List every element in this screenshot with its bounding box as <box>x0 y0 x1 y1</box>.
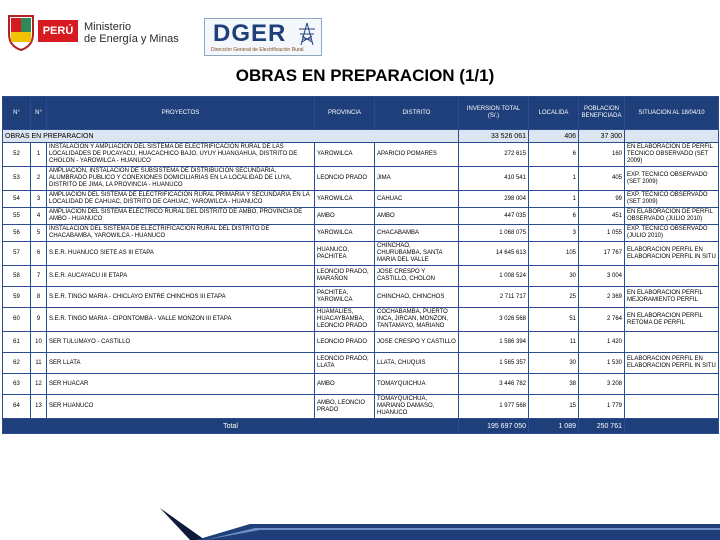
row-number: 52 <box>3 143 31 167</box>
row-proyecto: SER HUACAR <box>47 374 315 395</box>
section-localidad: 406 <box>529 130 579 143</box>
row-situacion <box>625 332 719 353</box>
row-situacion: ELABORACION PERFIL EN ELABORACION PERFIL IN SITU <box>625 353 719 374</box>
section-inversion: 33 526 061 <box>459 130 529 143</box>
projects-table <box>2 96 719 434</box>
row-situacion <box>625 395 719 419</box>
row-proyecto: SER TULUMAYO - CASTILLO <box>47 332 315 353</box>
row-localidad: 51 <box>529 308 579 332</box>
row-inversion: 3 026 568 <box>459 308 529 332</box>
column-header: PROYECTOS <box>47 97 315 130</box>
row-localidad: 3 <box>529 225 579 242</box>
dger-logo <box>204 18 322 56</box>
row-inversion: 14 645 613 <box>459 242 529 266</box>
row-situacion: EN ELABORACION PERFIL RETOMA DE PERFIL <box>625 308 719 332</box>
row-localidad: 15 <box>529 395 579 419</box>
row-proyecto: INSTALACION Y AMPLIACION DEL SISTEMA DE ELECTRIFICACION RURAL DE LAS LOCALIDADES DE PUCAYACU, HUACACHICO BAJO, UYUY HUANGAHUA, DISTRITO DE CHOLON - YAROWILCA - HUANUCO <box>47 143 315 167</box>
row-localidad: 1 <box>529 167 579 191</box>
row-index: 6 <box>31 242 47 266</box>
row-proyecto: S.E.R. HUANUCO SIETE AS III ETAPA <box>47 242 315 266</box>
row-poblacion: 405 <box>579 167 625 191</box>
total-localidad: 1 089 <box>529 419 579 434</box>
table-row <box>3 242 719 266</box>
row-number: 54 <box>3 191 31 208</box>
row-situacion: EN ELABORACION PERFIL MEJORAMIENTO PERFIL <box>625 287 719 308</box>
row-situacion: EXP. TECNICO OBSERVADO (SET 2009) <box>625 191 719 208</box>
row-localidad: 30 <box>529 353 579 374</box>
ministry-line-2: de Energía y Minas <box>84 33 179 45</box>
column-header: PROVINCIA <box>315 97 375 130</box>
total-situacion <box>625 419 719 434</box>
row-index: 5 <box>31 225 47 242</box>
row-index: 10 <box>31 332 47 353</box>
row-distrito: LLATA, CHUQUIS <box>375 353 459 374</box>
column-header: INVERSION TOTAL (S/.) <box>459 97 529 130</box>
row-distrito: JOSE CRESPO Y CASTILLO, CHOLON <box>375 266 459 287</box>
row-distrito: TOMAYQUICHUA <box>375 374 459 395</box>
row-situacion <box>625 266 719 287</box>
row-number: 53 <box>3 167 31 191</box>
row-poblacion: 1 055 <box>579 225 625 242</box>
row-provincia: YAROWILCA <box>315 143 375 167</box>
total-inversion: 195 697 050 <box>459 419 529 434</box>
row-localidad: 25 <box>529 287 579 308</box>
row-proyecto: AMPLIACION DEL SISTEMA ELECTRICO RURAL DEL DISTRITO DE AMBO, PROVINCIA DE AMBO - HUANUCO <box>47 208 315 225</box>
row-situacion: EN ELABORACION DE PERFIL TECNICO OBSERVADO (SET 2009) <box>625 143 719 167</box>
page-title: OBRAS EN PREPARACION (1/1) <box>235 66 495 85</box>
row-index: 11 <box>31 353 47 374</box>
table-row <box>3 353 719 374</box>
dger-title: DGER <box>213 20 287 47</box>
row-inversion: 410 541 <box>459 167 529 191</box>
row-poblacion: 2 369 <box>579 287 625 308</box>
row-inversion: 2 711 717 <box>459 287 529 308</box>
column-header: N° <box>31 97 47 130</box>
row-poblacion: 1 779 <box>579 395 625 419</box>
column-header: SITUACION AL 18/04/10 <box>625 97 719 130</box>
row-distrito: CHINCHAO, CHURUBAMBA, SANTA MARIA DEL VALLE <box>375 242 459 266</box>
row-proyecto: INSTALACION DEL SISTEMA DE ELECTRIFICACION RURAL DEL DISTRITO DE CHACABAMBA, YAROWILCA - HUANUCO <box>47 225 315 242</box>
section-label: OBRAS EN PREPARACION <box>3 130 459 143</box>
row-proyecto: S.E.R. AUCAYACU III ETAPA <box>47 266 315 287</box>
row-proyecto: AMPLIACION DEL SISTEMA DE ELECTRIFICACION RURAL PRIMARIA Y SECUNDARIA EN LA LOCALIDAD DE CAHUAC, DISTRITO DE CAHUAC, YAROWILCA - HUANUCO <box>47 191 315 208</box>
row-index: 8 <box>31 287 47 308</box>
row-situacion: ELABORACION PERFIL EN ELABORACION PERFIL IN SITU <box>625 242 719 266</box>
table-row <box>3 332 719 353</box>
row-number: 61 <box>3 332 31 353</box>
row-provincia: LEONCIO PRADO <box>315 332 375 353</box>
row-situacion: EN ELABORACION DE PERFIL OBSERVADO (JULIO 2010) <box>625 208 719 225</box>
row-inversion: 298 004 <box>459 191 529 208</box>
row-poblacion: 160 <box>579 143 625 167</box>
row-provincia: LEONCIO PRADO <box>315 167 375 191</box>
table-row <box>3 191 719 208</box>
row-localidad: 6 <box>529 143 579 167</box>
table-row <box>3 225 719 242</box>
row-provincia: HUAMALIES, HUACAYBAMBA, LEONCIO PRADO <box>315 308 375 332</box>
row-distrito: CAHUAC <box>375 191 459 208</box>
row-inversion: 1 008 524 <box>459 266 529 287</box>
row-situacion: EXP. TECNICO OBSERVADO (JULIO 2010) <box>625 225 719 242</box>
row-distrito: APARICIO POMARES <box>375 143 459 167</box>
total-poblacion: 250 761 <box>579 419 625 434</box>
row-inversion: 272 615 <box>459 143 529 167</box>
table-row <box>3 308 719 332</box>
row-number: 60 <box>3 308 31 332</box>
row-provincia: PACHITEA, YAROWILCA <box>315 287 375 308</box>
row-proyecto: SER HUANUCO <box>47 395 315 419</box>
section-row <box>3 130 719 143</box>
table-row <box>3 167 719 191</box>
row-number: 63 <box>3 374 31 395</box>
table-row <box>3 208 719 225</box>
column-header: POBLACION BENEFICIADA <box>579 97 625 130</box>
table-header-row <box>3 97 719 130</box>
row-provincia: YAROWILCA <box>315 225 375 242</box>
column-header: N° <box>3 97 31 130</box>
row-distrito: COCHABAMBA, PUERTO INCA, JIRCAN, MONZON, TANTAMAYO, MARIANO <box>375 308 459 332</box>
table-row <box>3 266 719 287</box>
row-distrito: AMBO <box>375 208 459 225</box>
row-distrito: TOMAYQUICHUA, MARIANO DAMASO, HUANUCO <box>375 395 459 419</box>
table-row <box>3 374 719 395</box>
row-provincia: LEONCIO PRADO, LLATA <box>315 353 375 374</box>
row-poblacion: 3 004 <box>579 266 625 287</box>
row-number: 55 <box>3 208 31 225</box>
row-proyecto: AMPLIACION, INSTALACION DE SUBSISTEMA DE DISTRIBUCION SECUNDARIA, ALUMBRADO PUBLICO Y CONEXIONES DOMICILIARIAS EN LA LOCALIDAD DE LUYA, DISTRITO DE JIMA, LA PROVINCIA - HUANUCO <box>47 167 315 191</box>
row-poblacion: 1 530 <box>579 353 625 374</box>
coat-of-arms-icon <box>6 12 36 52</box>
table-row <box>3 395 719 419</box>
row-provincia: LEONCIO PRADO, MARAÑON <box>315 266 375 287</box>
row-localidad: 6 <box>529 208 579 225</box>
row-provincia: YAROWILCA <box>315 191 375 208</box>
row-number: 64 <box>3 395 31 419</box>
row-number: 59 <box>3 287 31 308</box>
row-index: 9 <box>31 308 47 332</box>
ministry-name <box>84 21 179 45</box>
row-index: 4 <box>31 208 47 225</box>
row-inversion: 1 977 568 <box>459 395 529 419</box>
row-index: 7 <box>31 266 47 287</box>
peru-label: PERÚ <box>38 20 78 42</box>
row-localidad: 30 <box>529 266 579 287</box>
row-index: 3 <box>31 191 47 208</box>
footer-decoration <box>0 504 720 540</box>
row-number: 62 <box>3 353 31 374</box>
row-localidad: 105 <box>529 242 579 266</box>
row-inversion: 1 068 075 <box>459 225 529 242</box>
row-inversion: 3 446 782 <box>459 374 529 395</box>
row-provincia: AMBO <box>315 208 375 225</box>
row-index: 13 <box>31 395 47 419</box>
row-poblacion: 17 767 <box>579 242 625 266</box>
power-tower-icon <box>297 22 317 46</box>
row-distrito: JIMA <box>375 167 459 191</box>
row-localidad: 11 <box>529 332 579 353</box>
row-distrito: CHINCHAO, CHINCHOS <box>375 287 459 308</box>
row-distrito: JOSE CRESPO Y CASTILLO <box>375 332 459 353</box>
row-provincia: AMBO, LEONCIO PRADO <box>315 395 375 419</box>
row-proyecto: S.E.R. TINGO MARIA - CHICLAYO ENTRE CHINCHOS III ETAPA <box>47 287 315 308</box>
header <box>0 8 720 54</box>
row-proyecto: SER LLATA <box>47 353 315 374</box>
table-row <box>3 287 719 308</box>
row-poblacion: 451 <box>579 208 625 225</box>
row-inversion: 1 586 394 <box>459 332 529 353</box>
column-header: LOCALIDA <box>529 97 579 130</box>
row-situacion <box>625 374 719 395</box>
table-row <box>3 143 719 167</box>
section-poblacion: 37 300 <box>579 130 625 143</box>
row-poblacion: 99 <box>579 191 625 208</box>
row-inversion: 447 035 <box>459 208 529 225</box>
column-header: DISTRITO <box>375 97 459 130</box>
row-poblacion: 3 208 <box>579 374 625 395</box>
dger-subtitle: Dirección General de Electrificación Rural <box>211 47 304 53</box>
row-provincia: HUANUCO, PACHITEA <box>315 242 375 266</box>
row-number: 56 <box>3 225 31 242</box>
ministry-line-1: Ministerio <box>84 21 132 33</box>
row-poblacion: 2 764 <box>579 308 625 332</box>
row-poblacion: 1 420 <box>579 332 625 353</box>
total-row <box>3 419 719 434</box>
section-situacion <box>625 130 719 143</box>
row-number: 58 <box>3 266 31 287</box>
row-localidad: 38 <box>529 374 579 395</box>
total-label: Total <box>3 419 459 434</box>
row-proyecto: S.E.R. TINGO MARIA - CIPONTOMBA - VALLE MONZON III ETAPA <box>47 308 315 332</box>
row-situacion: EXP. TECNICO OBSERVADO (SET 2009) <box>625 167 719 191</box>
row-number: 57 <box>3 242 31 266</box>
row-index: 12 <box>31 374 47 395</box>
row-localidad: 1 <box>529 191 579 208</box>
row-inversion: 1 565 357 <box>459 353 529 374</box>
row-index: 1 <box>31 143 47 167</box>
row-provincia: AMBO <box>315 374 375 395</box>
row-distrito: CHACABAMBA <box>375 225 459 242</box>
row-index: 2 <box>31 167 47 191</box>
